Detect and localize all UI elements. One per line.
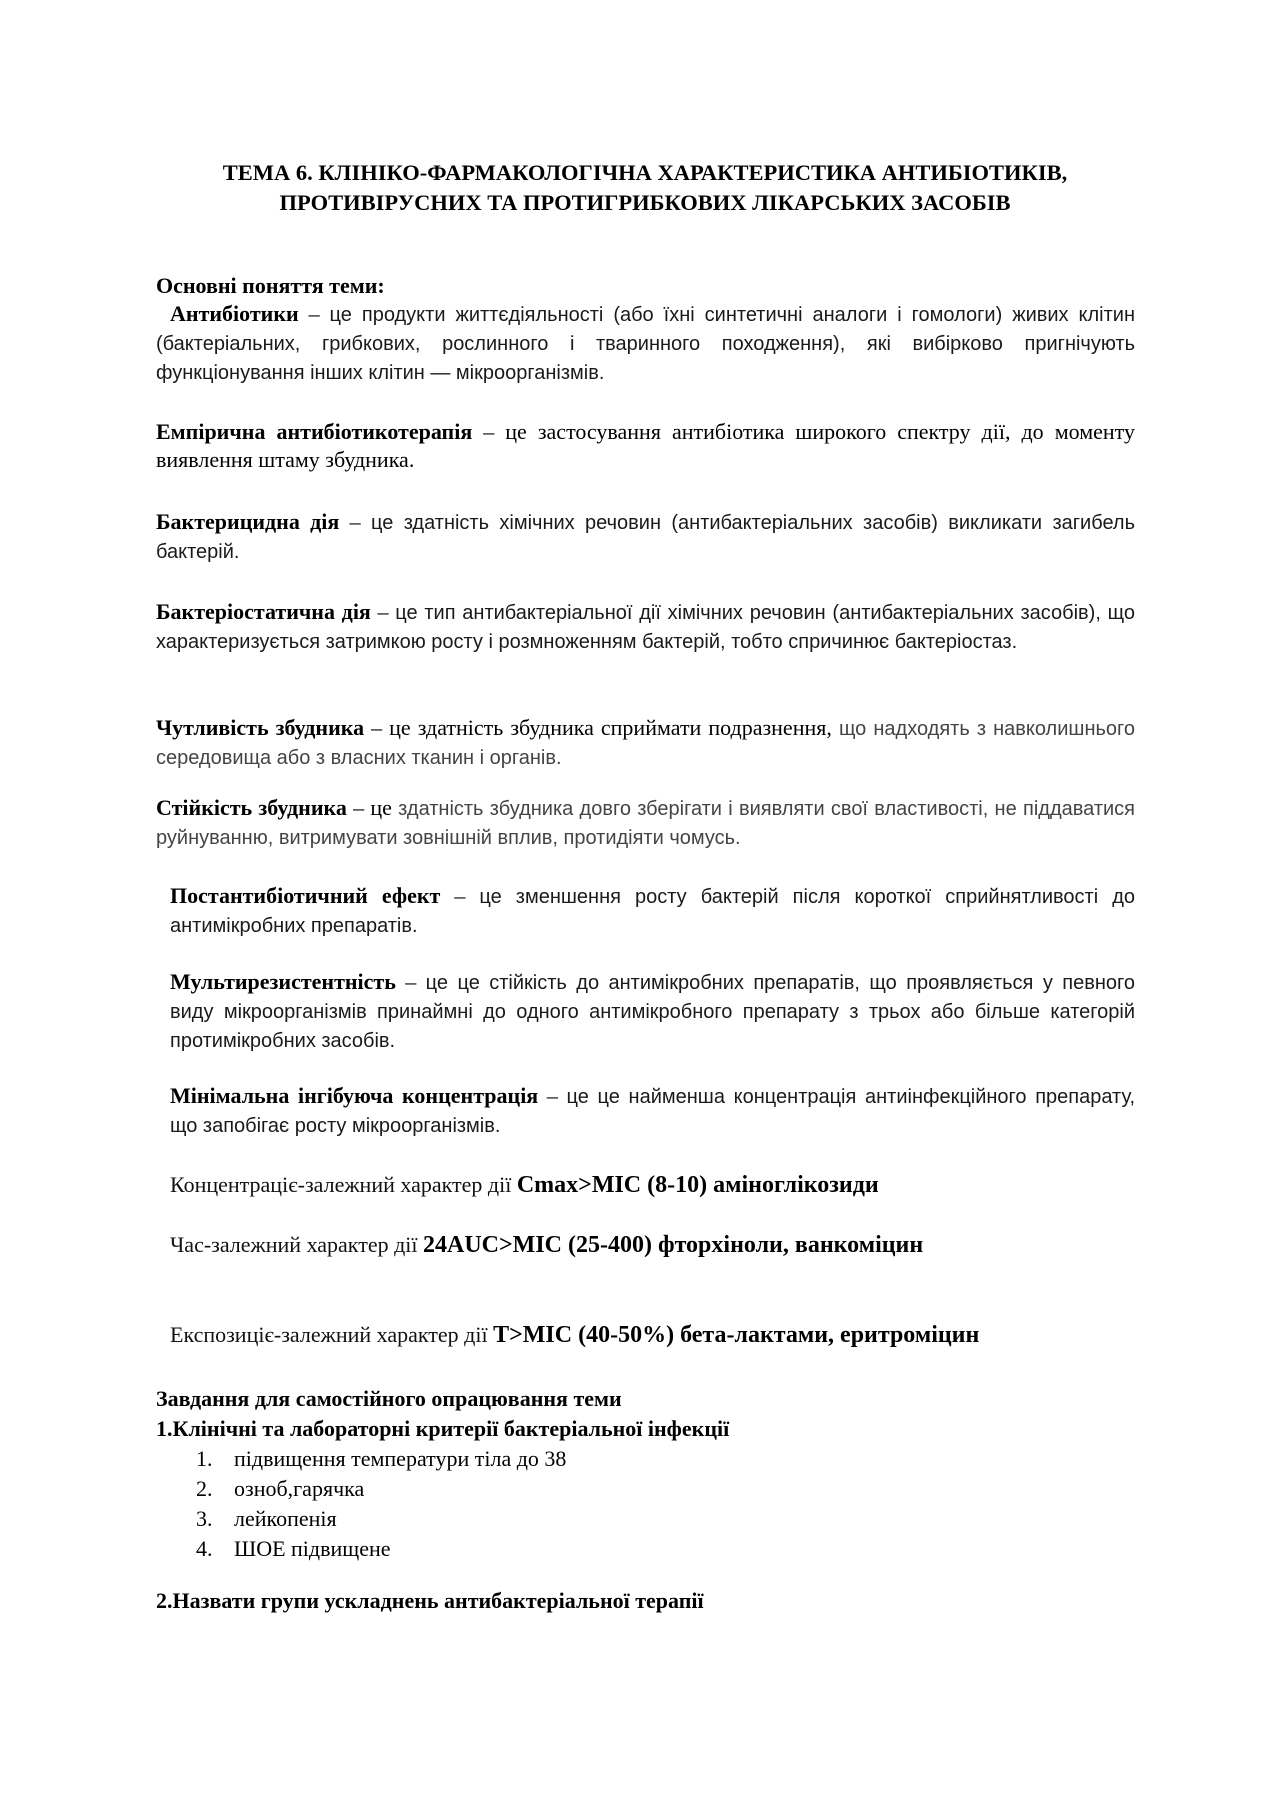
mic-definition: Мінімальна інгібуюча концентрація – це це найменша концентрація антиінфекційного препарату, що запобігає росту мікроорганізмів.	[170, 1083, 1135, 1137]
antibiotics-definition: Основні поняття теми: Антибіотики – це продукти життєдіяльності (або їхні синтетичні аналоги і гомологи) живих клітин (бактеріальних, грибкових, рослинного і тваринного походження), які вибірково пригнічують функціонування інших клітин — мікроорганізмів.	[156, 273, 1135, 384]
def-pae: це зменшення росту бактерій після короткої сприйнятливості до антимікробних препаратів.	[170, 886, 1136, 937]
empirical-definition: Емпірична антибіотикотерапія – це застосування антибіотика широкого спектру дії, до моменту виявлення штаму збудника.	[156, 419, 1135, 472]
term-antibiotics: Антибіотики	[170, 301, 299, 326]
bactericidal-definition: Бактерицидна дія – це здатність хімічних речовин (антибактеріальних засобів) викликати загибель бактерій.	[156, 509, 1135, 563]
task1-heading: 1.Клінічні та лабораторні критерії бактеріальної інфекції	[156, 1416, 730, 1441]
pae-definition: Постантибіотичний ефект – це зменшення росту бактерій після короткої сприйнятливості до антимікробних препаратів.	[170, 883, 1136, 937]
term-mdr: Мультирезистентність	[170, 969, 396, 994]
def-mdr: це це стійкість до антимікробних препаратів, що проявляється у певного виду мікроорганізмів принаймні до одного антимікробного препарату з трьох або більше категорій протимікробних засобів.	[170, 972, 1135, 1052]
term-bacteriostatic: Бактеріостатична дія	[156, 599, 371, 624]
def-resistance-a: це	[370, 795, 392, 820]
term-sensitivity: Чутливість збудника	[156, 715, 365, 740]
mechanism-time: Час-залежний характер дії 24AUC>MIC (25-400) фторхіноли, ванкоміцин	[170, 1232, 924, 1258]
bacteriostatic-definition: Бактеріостатична дія – це тип антибактеріальної дії хімічних речовин (антибактеріальних засобів), що характеризується затримкою росту і розмноженням бактерій, тобто спричинює бактеріостаз.	[156, 599, 1135, 653]
term-bactericidal: Бактерицидна дія	[156, 509, 340, 534]
title-line-2: ПРОТИВІРУСНИХ ТА ПРОТИГРИБКОВИХ ЛІКАРСЬКИХ ЗАСОБІВ	[279, 190, 1011, 215]
task2-heading: 2.Назвати групи ускладнень антибактеріальної терапії	[156, 1588, 704, 1613]
def-sensitivity-a: це здатність збудника сприймати подразнення,	[389, 715, 832, 740]
def-bacteriostatic: це тип антибактеріальної дії хімічних речовин (антибактеріальних засобів), що характеризується затримкою росту і розмноженням бактерій, тобто спричинює бактеріостаз.	[156, 602, 1135, 653]
mechanism-concentration: Концентраціє-залежний характер дії Cmax>MIC (8-10) аміноглікозиди	[170, 1172, 879, 1198]
def-resistance-b: здатність збудника довго зберігати і виявляти свої властивості, не піддаватися руйнуванню, витримувати зовнішній вплив, протидіяти чомусь.	[156, 798, 1135, 849]
mdr-definition: Мультирезистентність – це це стійкість до антимікробних препаратів, що проявляється у певного виду мікроорганізмів принаймні до одного антимікробного препарату з трьох або більше категорій протимікробних засобів.	[170, 969, 1135, 1052]
def-antibiotics: це продукти життєдіяльності (або їхні синтетичні аналоги і гомологи) живих клітин (бактеріальних, грибкових, рослинного і тваринного походження), які вибірково пригнічують функціонування інших клітин — мікроорганізмів.	[156, 304, 1135, 384]
list-item: 1. підвищення температури тіла до 38	[196, 1446, 567, 1471]
title-line-1: ТЕМА 6. КЛІНІКО-ФАРМАКОЛОГІЧНА ХАРАКТЕРИСТИКА АНТИБІОТИКІВ,	[222, 160, 1068, 185]
mechanism-exposure: Експозиціє-залежний характер дії T>MIC (40-50%) бета-лактами, еритроміцин	[170, 1322, 980, 1348]
term-empirical: Емпірична антибіотикотерапія	[156, 419, 473, 444]
term-mic: Мінімальна інгібуюча концентрація	[170, 1083, 539, 1108]
concepts-heading: Основні поняття теми:	[156, 273, 385, 298]
task1-list	[196, 1444, 566, 1564]
def-mic: це це найменша концентрація антиінфекційного препарату, що запобігає росту мікроорганізмів.	[170, 1086, 1135, 1137]
tasks-heading: Завдання для самостійного опрацювання теми	[156, 1386, 622, 1411]
def-sensitivity-b: що надходять з навколишнього середовища або з власних тканин і органів.	[156, 718, 1136, 769]
list-item: 3. лейкопенія	[196, 1506, 337, 1531]
list-item: 4. ШОЕ підвищене	[196, 1536, 391, 1561]
term-pae: Постантибіотичний ефект	[170, 883, 441, 908]
def-empirical: це застосування антибіотика широкого спектру дії, до моменту виявлення штаму збудника.	[156, 419, 1135, 472]
sensitivity-definition: Чутливість збудника – це здатність збудника сприймати подразнення, що надходять з навколишнього середовища або з власних тканин і органів.	[156, 715, 1136, 769]
def-bactericidal: це здатність хімічних речовин (антибактеріальних засобів) викликати загибель бактерій.	[156, 512, 1135, 563]
page-title	[150, 158, 1140, 218]
list-item: 2. озноб,гарячка	[196, 1476, 365, 1501]
term-resistance: Стійкість збудника	[156, 795, 347, 820]
resistance-definition: Стійкість збудника – це здатність збудника довго зберігати і виявляти свої властивості, не піддаватися руйнуванню, витримувати зовнішній вплив, протидіяти чомусь.	[156, 795, 1135, 849]
